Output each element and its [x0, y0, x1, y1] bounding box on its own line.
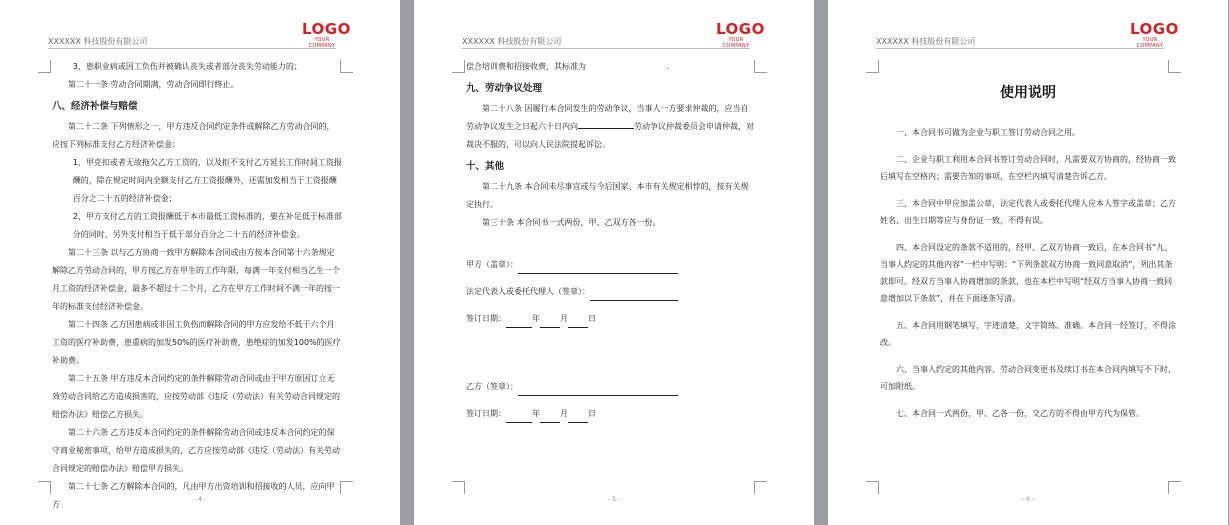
- paragraph-text: 第二十八条 因履行本合同发生的劳动争议，当事人一方要求仲裁的，应当自劳动争议发生之日起六十日内向: [466, 104, 749, 131]
- paragraph: 第二十一条 劳动合同期满，劳动合同即行终止。: [68, 80, 239, 89]
- month-label: 月: [560, 409, 568, 418]
- sign-date-row-a: [466, 310, 756, 328]
- note-item: 二、企业与职工利用本合同书签订劳动合同时，凡需要双方协商的，经协商一致后填写在空格内；需要告知的事项，在空栏内填写清楚告诉乙方。: [880, 155, 1176, 181]
- crop-mark-bottom-right: [1168, 481, 1181, 494]
- logo-text: LOGO: [716, 20, 765, 38]
- sign-date-row-b: [466, 405, 756, 423]
- page-number: - 4 -: [194, 496, 206, 503]
- paragraph: 第二十七条 乙方解除本合同的，凡由甲方出资培训和招接收的人员，应向甲方: [52, 482, 335, 509]
- paragraph-text: 劳动争议仲裁委员会申请仲裁，对裁决不服的，可以向人民法院提起诉讼。: [466, 122, 754, 149]
- logo-subtitle: YOUR COMPANY: [1136, 37, 1164, 49]
- month-label: 月: [560, 314, 568, 323]
- list-item: 1、甲克扣或者无故拖欠乙方工资的，以及拒不支付乙方延长工作时间工资报酬的，除在规定时间内全额支付乙方工资报酬外，还需加发相当于工资报酬百分之二十五的经济补偿金；: [72, 158, 342, 203]
- page-body: [466, 58, 756, 232]
- logo-text: LOGO: [302, 20, 351, 38]
- legal-rep-row: [466, 283, 756, 301]
- month-blank[interactable]: [540, 315, 560, 328]
- year-blank[interactable]: [506, 410, 532, 423]
- day-blank[interactable]: [568, 410, 588, 423]
- header-company-name: XXXXXX 科技股份有限公司: [48, 37, 148, 46]
- paragraph: 第二十六条 乙方违反本合同约定的条件解除劳动合同或违反本合同约定的保守商业秘密事项，给甲方造成损失的，乙方应按劳动部《违反（劳动法）有关劳动合同规定的赔偿办法》赔偿甲方损失。: [52, 428, 340, 473]
- note-item: 一、本合同书可做为企业与职工签订劳动合同之用。: [896, 128, 1080, 137]
- paragraph-text: 偿合培训费和招接收费，其标准为: [466, 62, 586, 71]
- company-logo: [1130, 20, 1179, 49]
- year-label: 年: [532, 409, 540, 418]
- header-rule: [48, 48, 336, 49]
- page-body: [52, 58, 342, 514]
- paragraph: 偿合培训费和招接收费，其标准为 .: [466, 62, 669, 71]
- crop-mark-bottom-left: [38, 481, 51, 494]
- paragraph: 第二十二条 下列情形之一，甲方违反合同约定条件或解除乙方劳动合同的，应按下列标准支付乙方经济补偿金：: [52, 122, 335, 149]
- note-item: 六、当事人约定的其他内容、劳动合同变更书及续订书在本合同内填写不下时，可加附纸。: [880, 365, 1176, 391]
- paragraph: 第二十三条 以与乙方协商一致甲方解除本合同或由方按本合同第十六条规定解除乙方劳动合同的，甲方按乙方在甲生的工作年限，每满一年支付相当乙生一个月工资的经济补偿金，最多不超过十二个月，乙方在甲方工作时间不满一年的按一年的标准支付经济补偿金。: [52, 248, 340, 311]
- section-heading: 八、经济补偿与赔偿: [52, 101, 138, 112]
- section-heading: 十、其他: [466, 161, 505, 172]
- crop-mark-bottom-left: [866, 481, 879, 494]
- header-rule: [462, 48, 750, 49]
- paragraph: 3、患职业病或因工负伤并被确认丧失或者部分丧失劳动能力的；: [72, 62, 302, 71]
- header-rule: [876, 48, 1164, 49]
- crop-mark-top-right: [1168, 60, 1181, 73]
- signature-block-b: [466, 378, 756, 423]
- crop-mark-top-left: [452, 60, 465, 73]
- day-label: 日: [588, 409, 596, 418]
- note-item: 三、本合同中甲应加盖公章，法定代表人或委托代理人应本人签字或盖章；乙方姓名、出生日期等应与身份证一致，不得有误。: [880, 199, 1176, 225]
- usage-notes: [880, 124, 1176, 432]
- party-a-row: [466, 256, 756, 274]
- paragraph: 第二十四条 乙方因患病或非因工负伤而解除合同的甲方应发给不低于六个月工资的医疗补助费，患重病的加发50%的医疗补助费，患绝症的加发100%的医疗补助费。: [52, 320, 341, 365]
- party-a-blank[interactable]: [518, 261, 678, 274]
- legal-rep-blank[interactable]: [590, 288, 678, 301]
- company-logo: [716, 20, 765, 49]
- section-heading: 九、劳动争议处理: [466, 83, 543, 94]
- header-company-name: XXXXXX 科技股份有限公司: [876, 37, 976, 46]
- header-company-name: XXXXXX 科技股份有限公司: [462, 37, 562, 46]
- blank-line[interactable]: [578, 118, 634, 129]
- party-b-row: [466, 378, 756, 396]
- party-a-label: 甲方（盖章）：: [466, 260, 518, 269]
- page-number: - 6 -: [1022, 496, 1034, 503]
- year-blank[interactable]: [506, 315, 532, 328]
- paragraph: 第三十条 本合同书一式两份，甲、乙双方各一份。: [482, 218, 661, 227]
- document-page-5: [414, 0, 814, 525]
- party-b-label: 乙方（签章）：: [466, 382, 518, 391]
- party-b-blank[interactable]: [518, 383, 678, 396]
- page-title: 使用说明: [1000, 85, 1056, 101]
- note-item: 五、本合同用钢笔填写，字迹清楚，文字简练、准确。本合同一经签订，不得涂改。: [880, 321, 1176, 347]
- page-number: - 5 -: [608, 496, 620, 503]
- month-blank[interactable]: [540, 410, 560, 423]
- company-logo: [302, 20, 351, 49]
- crop-mark-bottom-left: [452, 481, 465, 494]
- paragraph: 第二十五条 甲方违反本合同约定的条件解除劳动合同或由于甲方原因订立无效劳动合同给乙方造成损害的，应按劳动部《违反（劳动法）有关劳动合同规定的赔偿办法》赔偿乙方损失。: [52, 374, 340, 419]
- signature-block-a: [466, 256, 756, 328]
- logo-text: LOGO: [1130, 20, 1179, 38]
- day-blank[interactable]: [568, 315, 588, 328]
- note-item: 四、本合同设定的条款不适用的，经甲、乙双方协商一致后，在本合同书“九、当事人约定的其他内容”一栏中写明：“下列条款双方协商一致同意取消”，列出其条款即可。经双方当事人协商增加的条款，也在本栏中写明“经双方当事人协商一致同意增加以下条款”，并在下面逐条写清。: [880, 243, 1173, 303]
- sign-date-label: 签订日期：: [466, 409, 506, 418]
- day-label: 日: [588, 314, 596, 323]
- document-page-4: [0, 0, 400, 525]
- crop-mark-top-left: [38, 60, 51, 73]
- paragraph: 第二十九条 本合同未尽事宜或与今后国家、本市有关规定相悖的，按有关规定执行。: [466, 182, 749, 209]
- crop-mark-top-left: [866, 60, 879, 73]
- document-page-6: [828, 0, 1228, 525]
- paragraph: [466, 100, 756, 154]
- legal-rep-label: 法定代表人或委托代理人（签章）：: [466, 287, 590, 296]
- logo-subtitle: YOUR COMPANY: [722, 37, 750, 49]
- year-label: 年: [532, 314, 540, 323]
- list-item: 2、甲方支付乙方的工资报酬低于本市最低工资标准的，要在补足低于标准部分的同时，另外支付相当于低于部分百分之二十五的经济补偿金。: [72, 212, 342, 239]
- crop-mark-bottom-right: [754, 481, 767, 494]
- logo-subtitle: YOUR COMPANY: [308, 37, 336, 49]
- note-item: 七、本合同一式两份，甲、乙各一份，交乙方的不得由甲方代为保管。: [896, 409, 1144, 418]
- sign-date-label: 签订日期：: [466, 314, 506, 323]
